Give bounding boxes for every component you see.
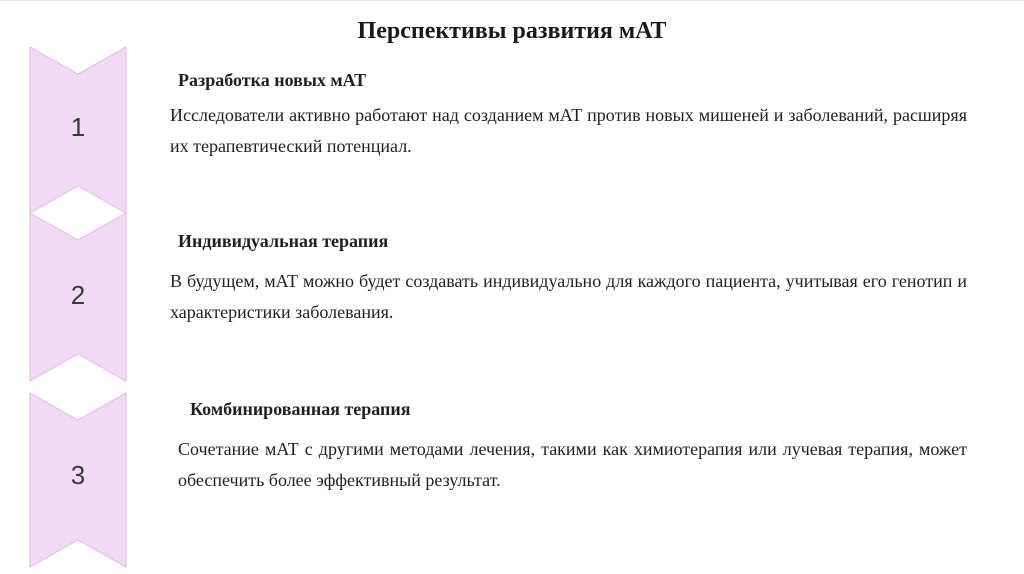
step-3-heading: Комбинированная терапия (190, 399, 411, 419)
slide-title: Перспективы развития мАТ (357, 18, 667, 44)
step-number: 3 (70, 460, 86, 490)
step-1-heading: Разработка новых мАТ (178, 70, 367, 90)
step-1-text: Исследователи активно работают над созданием мАТ против новых мишеней и заболеваний, расширяя их терапевтический потенциал. (170, 105, 967, 156)
step-2-chevron (29, 212, 127, 382)
step-3-text: Сочетание мАТ с другими методами лечения, такими как химиотерапия или лучевая терапия, может обеспечить более эффективный результат. (178, 439, 967, 490)
step-number: 1 (70, 112, 86, 142)
step-number: 2 (70, 280, 86, 310)
step-2-text: В будущем, мАТ можно будет создавать индивидуально для каждого пациента, учитывая его генотип и характеристики заболевания. (170, 271, 967, 322)
step-3-chevron (29, 392, 127, 568)
step-2-heading: Индивидуальная терапия (178, 231, 389, 251)
top-divider (0, 0, 1024, 1)
step-1-chevron (29, 46, 127, 214)
